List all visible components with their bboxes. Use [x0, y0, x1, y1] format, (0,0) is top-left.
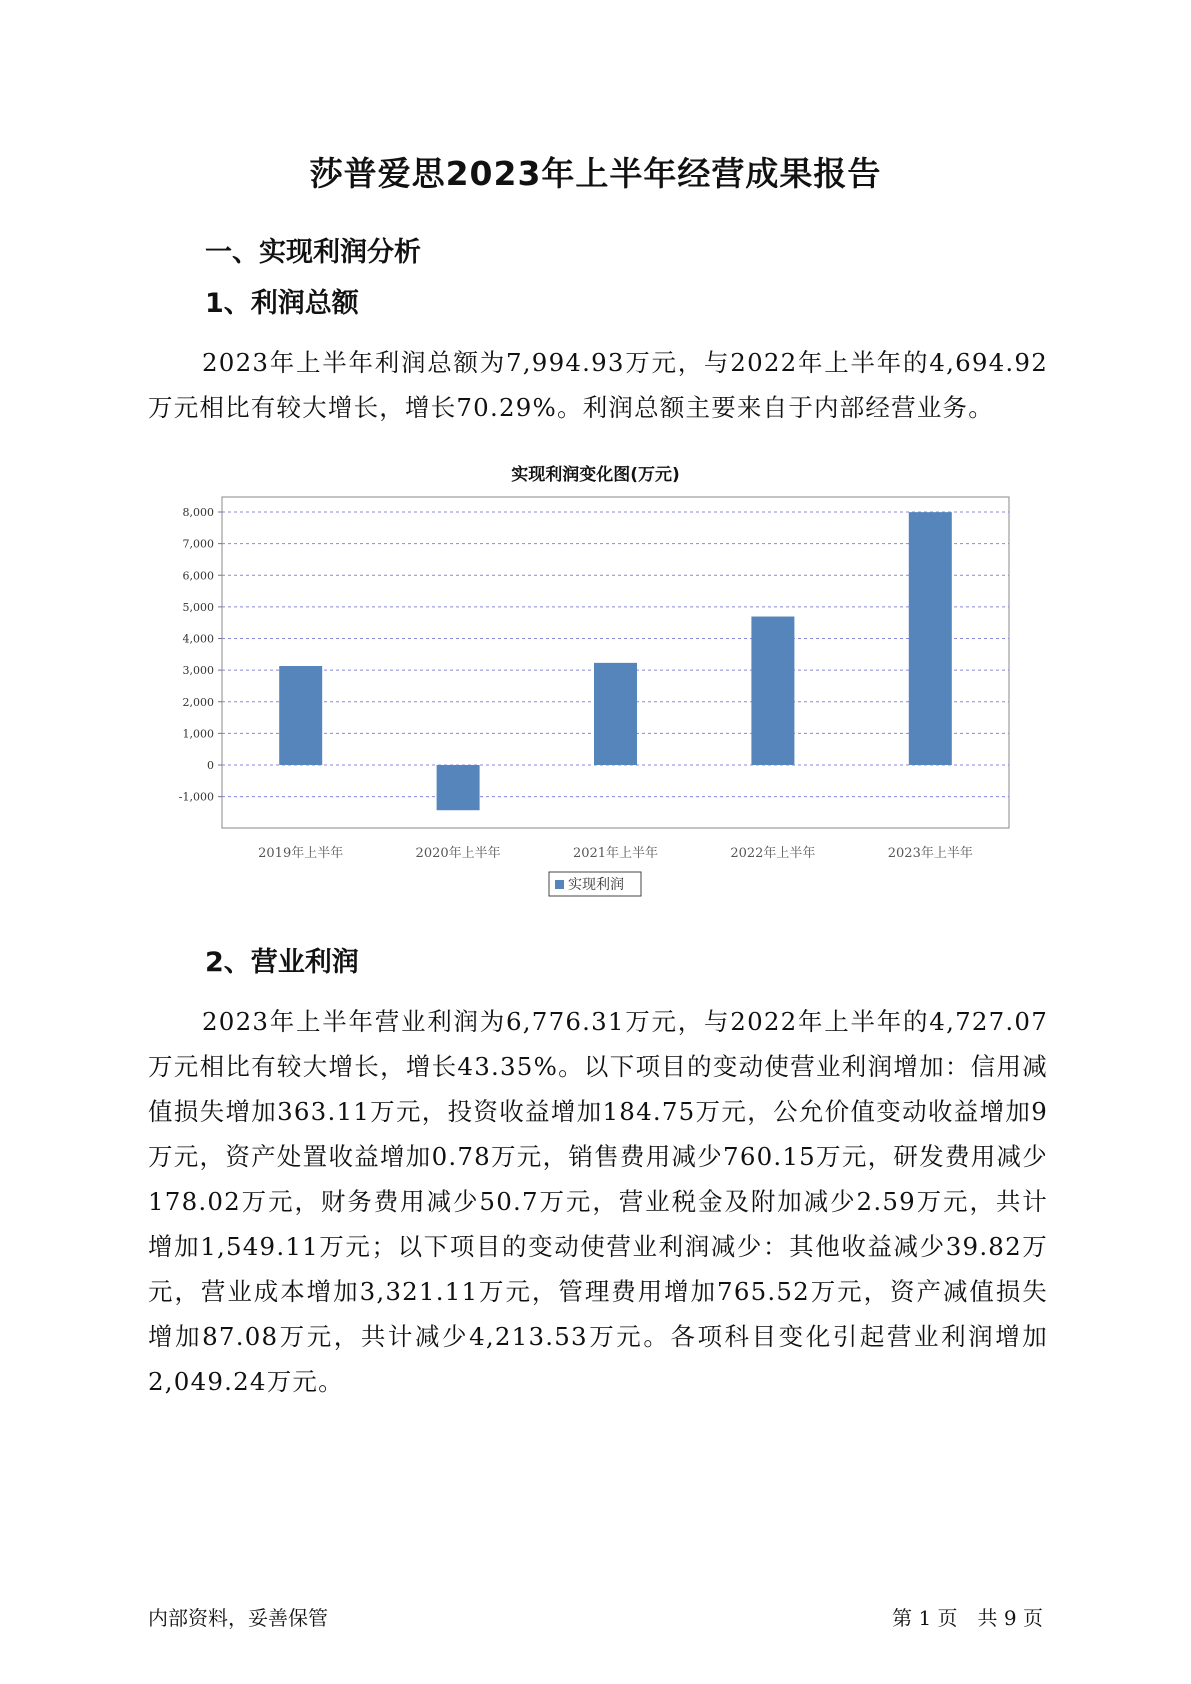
bar-3 — [594, 663, 637, 765]
y-tick-label: 4,000 — [182, 632, 214, 646]
operating-profit-paragraph: 2023年上半年营业利润为6,776.31万元，与2022年上半年的4,727.07万元相比有较大增长，增长43.35%。以下项目的变动使营业利润增加：信用减值损失增加363.11万元，投资收益增加184.75万元，公允价值变动收益增加9万元，资产处置收益增加0.78万元，销售费用减少760.15万元，研发费用减少178.02万元，财务费用减少50.7万元，营业税金及附加减少2.59万元，共计增加1,549.11万元；以下项目的变动使营业利润减少：其他收益减少39.82万元，营业成本增加3,321.11万元，管理费用增加765.52万元，资产减值损失增加87.08万元，共计减少4,213.53万元。各项科目变化引起营业利润增加2,049.24万元。 — [148, 1007, 1048, 1396]
y-tick-label: 7,000 — [182, 537, 214, 551]
legend-label: 实现利润 — [568, 877, 624, 893]
legend-swatch — [555, 880, 564, 889]
bar-4 — [751, 617, 794, 765]
y-tick-label: 2,000 — [182, 695, 214, 709]
subsection-heading-operating-profit: 2、营业利润 — [205, 947, 359, 978]
document-title: 莎普爱思2023年上半年经营成果报告 — [309, 154, 882, 193]
y-tick-label: -1,000 — [178, 790, 214, 804]
y-tick-label: 3,000 — [182, 664, 214, 678]
x-tick-label: 2022年上半年 — [730, 846, 816, 861]
bar-1 — [279, 666, 322, 765]
footer-confidential-note: 内部资料，妥善保管 — [148, 1606, 328, 1630]
plot-area — [222, 497, 1009, 828]
y-tick-label: 0 — [207, 759, 214, 772]
x-tick-label: 2023年上半年 — [887, 846, 973, 861]
x-tick-label: 2019年上半年 — [258, 846, 344, 861]
y-tick-label: 1,000 — [182, 727, 214, 741]
total-profit-paragraph: 2023年上半年利润总额为7,994.93万元，与2022年上半年的4,694.92万元相比有较大增长，增长70.29%。利润总额主要来自于内部经营业务。 — [148, 348, 1048, 422]
x-tick-label: 2020年上半年 — [415, 846, 501, 861]
bar-2 — [437, 765, 480, 810]
y-tick-label: 5,000 — [182, 600, 214, 614]
bar-5 — [909, 512, 952, 765]
subsection-heading-total-profit: 1、利润总额 — [205, 288, 359, 319]
x-tick-label: 2021年上半年 — [572, 846, 659, 861]
section-heading-profit-analysis: 一、实现利润分析 — [205, 237, 421, 268]
chart-title: 实现利润变化图(万元) — [511, 465, 680, 485]
footer-page-number: 第 1 页 共 9 页 — [892, 1606, 1043, 1630]
y-tick-label: 6,000 — [182, 569, 214, 583]
y-tick-label: 8,000 — [182, 506, 214, 519]
